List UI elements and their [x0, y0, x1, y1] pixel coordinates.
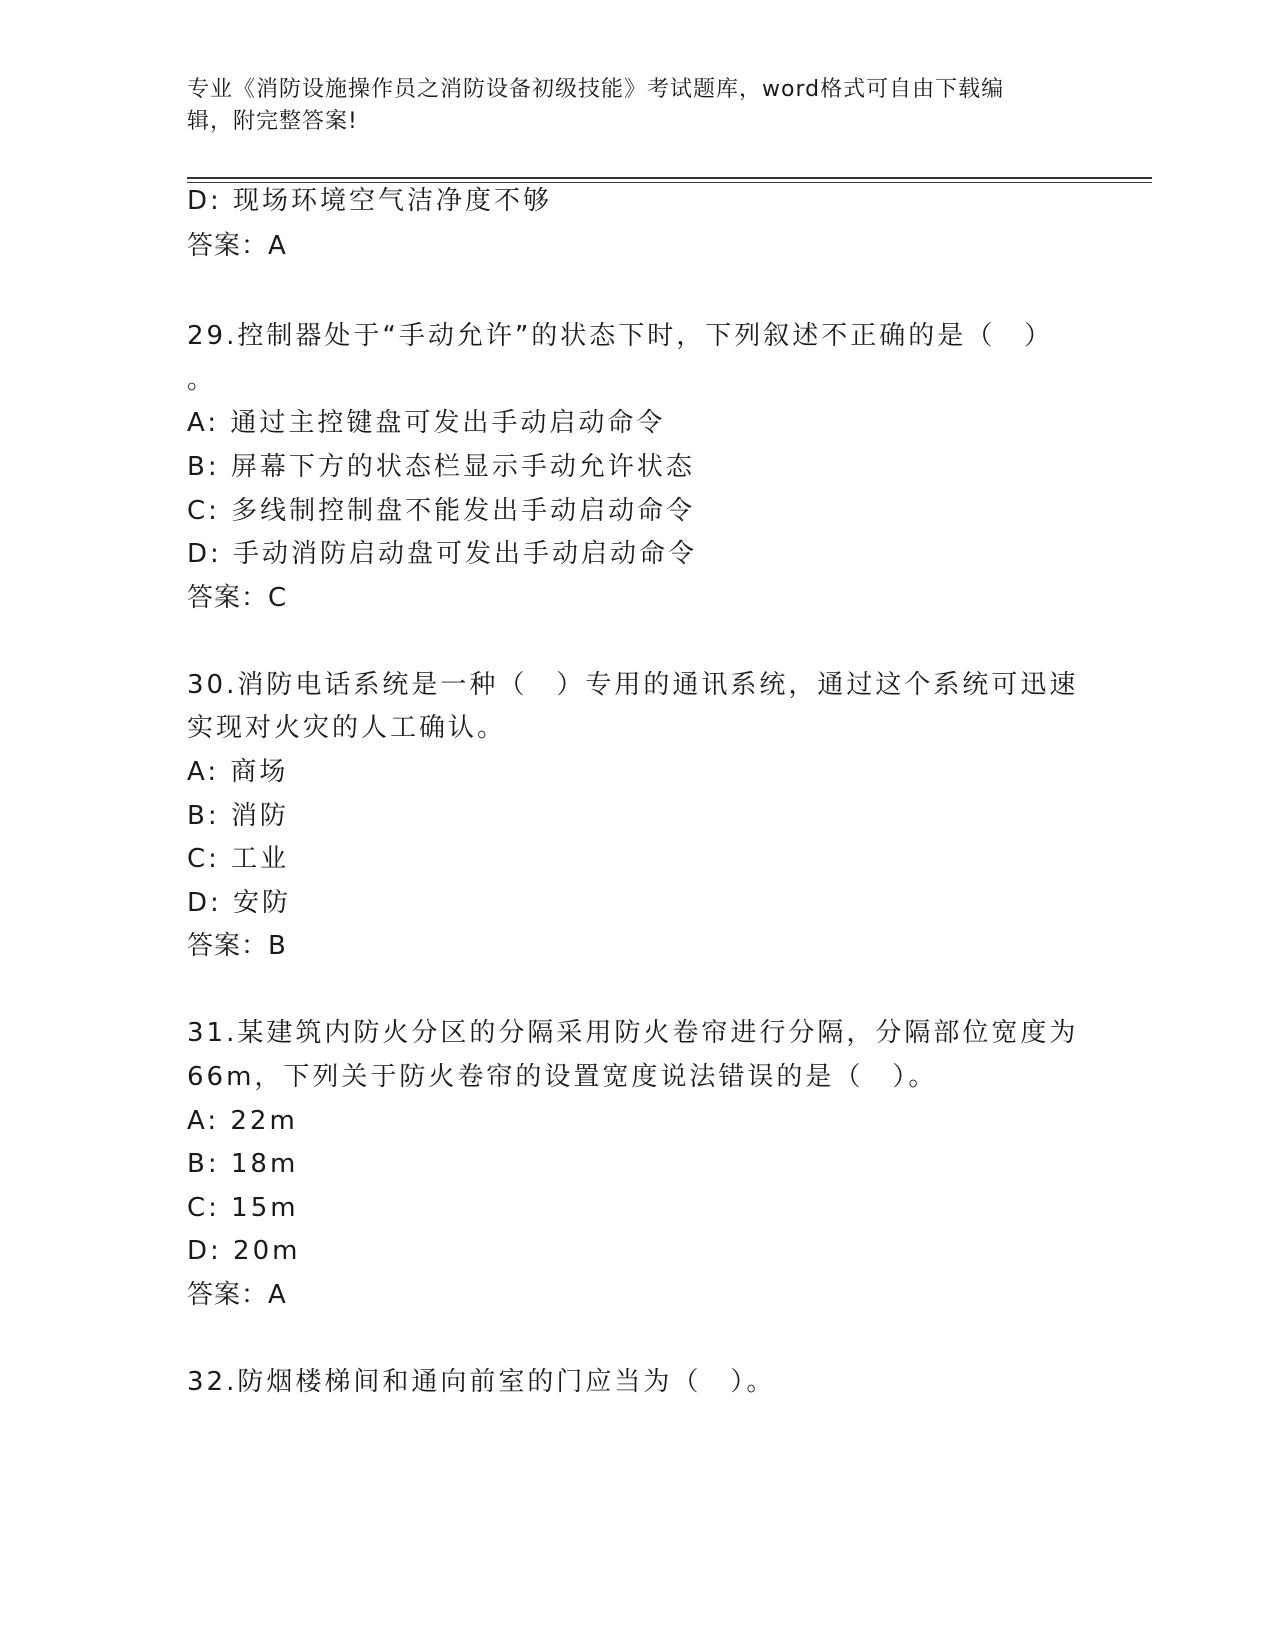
header-divider-thick — [187, 177, 1152, 179]
q29-option-d: D: 手动消防启动盘可发出手动启动命令 — [187, 539, 698, 569]
q29-stem-line-2: 。 — [187, 365, 217, 395]
q30-option-c: C: 工业 — [187, 844, 290, 874]
prev-option-d: D: 现场环境空气洁净度不够 — [187, 186, 553, 216]
q31-option-c: C: 15m — [187, 1193, 299, 1223]
document-header — [187, 74, 1067, 138]
q30-option-d: D: 安防 — [187, 888, 292, 918]
q31-stem-line-1: 31.某建筑内防火分区的分隔采用防火卷帘进行分隔，分隔部位宽度为 — [187, 1018, 1079, 1048]
q30-stem-line-2: 实现对火灾的人工确认。 — [187, 713, 507, 743]
q31-option-d: D: 20m — [187, 1236, 301, 1266]
q30-option-a: A: 商场 — [187, 757, 289, 787]
q30-stem-line-1: 30.消防电话系统是一种（ ）专用的通讯系统，通过这个系统可迅速 — [187, 670, 1079, 700]
q31-answer: 答案：A — [187, 1280, 287, 1310]
q29-option-b: B: 屏幕下方的状态栏显示手动允许状态 — [187, 452, 695, 482]
q30-option-b: B: 消防 — [187, 801, 289, 831]
q31-option-a: A: 22m — [187, 1106, 298, 1136]
q29-option-a: A: 通过主控键盘可发出手动启动命令 — [187, 408, 666, 438]
q31-stem-line-2: 66m，下列关于防火卷帘的设置宽度说法错误的是（ ）。 — [187, 1062, 938, 1092]
q32-stem-line-1: 32.防烟楼梯间和通向前室的门应当为（ ）。 — [187, 1367, 776, 1397]
q29-option-c: C: 多线制控制盘不能发出手动启动命令 — [187, 496, 696, 526]
q31-option-b: B: 18m — [187, 1149, 299, 1179]
q29-stem-line-1: 29.控制器处于“手动允许”的状态下时，下列叙述不正确的是（ ） — [187, 321, 1054, 351]
q30-answer: 答案：B — [187, 931, 287, 961]
q29-answer: 答案：C — [187, 583, 288, 613]
header-line-2: 辑，附完整答案! — [187, 109, 358, 134]
header-divider-thin — [187, 182, 1152, 183]
header-line-1: 专业《消防设施操作员之消防设备初级技能》考试题库，word格式可自由下载编 — [187, 77, 1005, 102]
prev-answer: 答案：A — [187, 231, 287, 261]
